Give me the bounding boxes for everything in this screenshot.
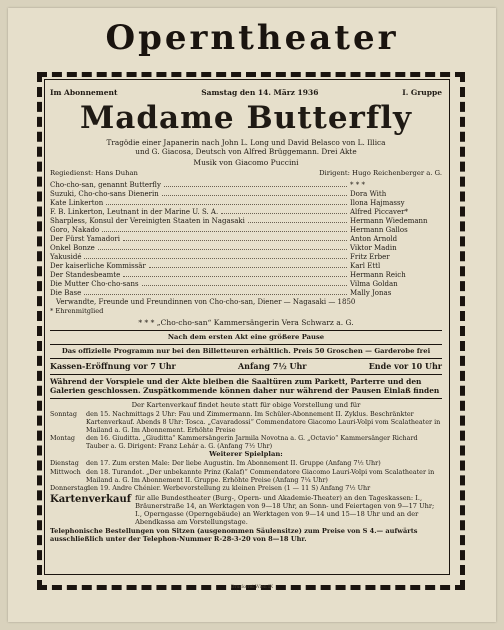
performance-date: Samstag den 14. März 1936 bbox=[201, 88, 319, 97]
opera-title: Madame Butterfly bbox=[79, 100, 413, 137]
schedule-text: den 18. Turandot. „Der unbekannte Prinz (Kalaf)“ Commendatore Giacomo Lauri-Volpi vom Scalatheater in Mailand a. G. Im Abonnement II. Gruppe. Erhöhte Preise (Anfang 7¼ Uhr) bbox=[86, 467, 435, 484]
role: Die Mutter Cho-cho-sans bbox=[50, 279, 139, 288]
cast-row bbox=[50, 262, 442, 271]
conductor: Dirigent: Hugo Reichenberger a. G. bbox=[319, 169, 442, 178]
schedule-day: Montag bbox=[50, 434, 75, 443]
actor: Hermann Reich bbox=[350, 270, 406, 279]
role: Yakusidé bbox=[50, 252, 82, 261]
actor: Viktor Madin bbox=[350, 243, 397, 252]
director: Regiedienst: Hans Duhan bbox=[50, 169, 138, 178]
start-time: Anfang 7½ Uhr bbox=[237, 360, 307, 371]
end-time: Ende vor 10 Uhr bbox=[368, 360, 442, 371]
cast-row bbox=[50, 271, 442, 280]
actor: Dora With bbox=[350, 189, 387, 198]
schedule-day: Donnerstag bbox=[50, 483, 88, 492]
dot-leader bbox=[221, 212, 347, 214]
actor: Hermann Wiedemann bbox=[350, 216, 428, 225]
dot-leader bbox=[98, 248, 347, 250]
role: Der Standesbeamte bbox=[50, 270, 121, 279]
divider bbox=[50, 344, 442, 345]
dot-leader bbox=[248, 221, 347, 223]
divider bbox=[50, 374, 442, 375]
cast-row bbox=[50, 199, 442, 208]
schedule-entry bbox=[50, 484, 442, 492]
dot-leader bbox=[106, 203, 347, 205]
cast-row bbox=[50, 253, 442, 262]
schedule-text: den 17. Zum ersten Male: Der liebe Augustin. Im Abonnement II. Gruppe (Anfang 7½ Uhr) bbox=[86, 459, 381, 468]
cast-row bbox=[50, 208, 442, 217]
times-line bbox=[50, 361, 442, 372]
dot-leader bbox=[149, 266, 347, 268]
dot-leader bbox=[162, 194, 347, 196]
actor: Alfred Piccaver* bbox=[350, 207, 408, 216]
divider bbox=[50, 398, 442, 399]
composer-line: Musik von Giacomo Puccini bbox=[193, 158, 299, 168]
divider bbox=[50, 330, 442, 331]
schedule-text: den 19. Andre Chénier. Werbevorstellung zu kleinen Preisen (1 — 11 S) Anfang 7½ Uhr bbox=[86, 483, 371, 492]
ticket-sale-text: für alle Bundestheater (Burg-, Opern- und Akademie-Theater) an den Tageskassen: I., Bräunerstraße 14, an Werktagen von 9—18 Uhr, an Sonn- und Feiertagen von 9—17 Uhr; I., Operngasse (Operngebäude) an Werktagen von 9—14 und 15—18 Uhr und an der Abendkassa am Vorstellungstage. bbox=[135, 493, 435, 527]
playbill-content bbox=[50, 88, 442, 543]
role: Kate Linkerton bbox=[50, 198, 104, 207]
theater-name: Operntheater bbox=[105, 18, 399, 58]
role: Der Fürst Yamadori bbox=[50, 234, 121, 243]
performance-info bbox=[50, 88, 442, 97]
role: Der kaiserliche Kommissär bbox=[50, 261, 146, 270]
actor: Vilma Goldan bbox=[350, 279, 398, 288]
cast-list bbox=[50, 181, 442, 298]
role: Goro, Nakado bbox=[50, 225, 100, 234]
schedule-entry bbox=[50, 459, 442, 467]
actor: Ilona Hajmassy bbox=[350, 198, 405, 207]
schedule-entry bbox=[50, 434, 442, 450]
dot-leader bbox=[123, 275, 347, 277]
role: Suzuki, Cho-cho-sans Dienerin bbox=[50, 189, 159, 198]
ticket-sale-block bbox=[50, 494, 442, 527]
actor: Mally Jonas bbox=[350, 288, 392, 297]
role: F. B. Linkerton, Leutnant in der Marine U. S. A. bbox=[50, 207, 219, 216]
phone-booking-note: Telephonische Bestellungen von Sitzen (ausgenommen Säulensitze) zum Preise von S 4.— aufwärts ausschließlich unter der Telephon-Nummer R-28-3-20 von 8—18 Uhr. bbox=[50, 526, 418, 543]
sale-note: Der Kartenverkauf findet heute statt für obige Vorstellung und für bbox=[131, 401, 361, 409]
door-rule: Während der Vorspiele und der Akte bleiben die Saaltüren zum Parkett, Parterre und den Galerien geschlossen. Zuspätkommende können daher nur während der Pausen Einlaß finden bbox=[50, 376, 440, 396]
cast-row bbox=[50, 280, 442, 289]
actor: * * * bbox=[350, 180, 365, 189]
staff-line bbox=[50, 169, 442, 178]
actor: Anton Arnold bbox=[350, 234, 398, 243]
guest-singer: * * * „Cho-cho-san“ Kammersängerin Vera Schwarz a. G. bbox=[138, 317, 354, 327]
schedule-entry bbox=[50, 468, 442, 484]
cast-row bbox=[50, 235, 442, 244]
role: Cho-cho-san, genannt Butterfly bbox=[50, 180, 161, 189]
dot-leader bbox=[123, 239, 347, 241]
dot-leader bbox=[142, 284, 347, 286]
ticket-sale-label: Kartenverkauf bbox=[50, 493, 132, 505]
schedule-text: den 15. Nachmittags 2 Uhr: Fau und Zimmermann. Im Schüler-Abonnement II. Zyklus. Beschränkter Kartenverkauf. Abends 8 Uhr: Tosca. „Cavaradossi“ Commendatore Giacomo Lauri-Volpi vom Scalatheater in Mailand a. G. Im Abonnement. Erhöhte Preise bbox=[86, 410, 441, 435]
dot-leader bbox=[84, 293, 347, 295]
role: Die Base bbox=[50, 288, 82, 297]
schedule-day: Mittwoch bbox=[50, 467, 81, 476]
ensemble-line: Verwandte, Freunde und Freundinnen von Cho-cho-san, Diener — Nagasaki — 1850 bbox=[56, 297, 356, 306]
group-label: I. Gruppe bbox=[402, 88, 442, 97]
pause-notice: Nach dem ersten Akt eine größere Pause bbox=[167, 332, 325, 341]
schedule-day: Sonntag bbox=[50, 410, 77, 418]
cast-row bbox=[50, 217, 442, 226]
further-program-heading: Weiterer Spielplan: bbox=[209, 450, 283, 459]
actor: Hermann Gallos bbox=[350, 225, 408, 234]
honor-note: * Ehrenmitglied bbox=[50, 306, 104, 315]
schedule-text: den 16. Giuditta. „Giuditta“ Kammersängerin Jarmila Novotna a. G. „Octavio“ Kammersänger Richard Tauber a. G. Dirigent: Franz Lehár a. G. (Anfang 7½ Uhr) bbox=[86, 434, 418, 451]
box-office-open: Kassen-Eröffnung vor 7 Uhr bbox=[50, 360, 176, 371]
program-notice: Das offizielle Programm nur bei den Billetteuren erhältlich. Preis 50 Groschen — Garderobe frei bbox=[61, 346, 431, 355]
cast-row bbox=[50, 181, 442, 190]
cast-row bbox=[50, 244, 442, 253]
printer-imprint: Druckerei Wien IX bbox=[230, 585, 274, 590]
cast-row bbox=[50, 190, 442, 199]
subscription-label: Im Abonnement bbox=[50, 88, 118, 97]
cast-row bbox=[50, 226, 442, 235]
subtitle-line-1: Tragödie einer Japanerin nach John L. Long und David Belasco von L. Illica bbox=[106, 138, 386, 148]
role: Onkel Bonze bbox=[50, 243, 95, 252]
actor: Karl Ettl bbox=[350, 261, 381, 270]
divider bbox=[50, 358, 442, 359]
schedule-day: Dienstag bbox=[50, 459, 79, 468]
cast-row bbox=[50, 289, 442, 298]
dot-leader bbox=[164, 185, 347, 187]
dot-leader bbox=[84, 257, 347, 259]
subtitle-line-2: und G. Giacosa, Deutsch von Alfred Brüggemann. Drei Akte bbox=[135, 147, 357, 157]
dot-leader bbox=[102, 230, 347, 232]
actor: Fritz Erber bbox=[350, 252, 390, 261]
schedule-entry bbox=[50, 410, 442, 434]
role: Sharpless, Konsul der Vereinigten Staaten in Nagasaki bbox=[50, 216, 245, 225]
